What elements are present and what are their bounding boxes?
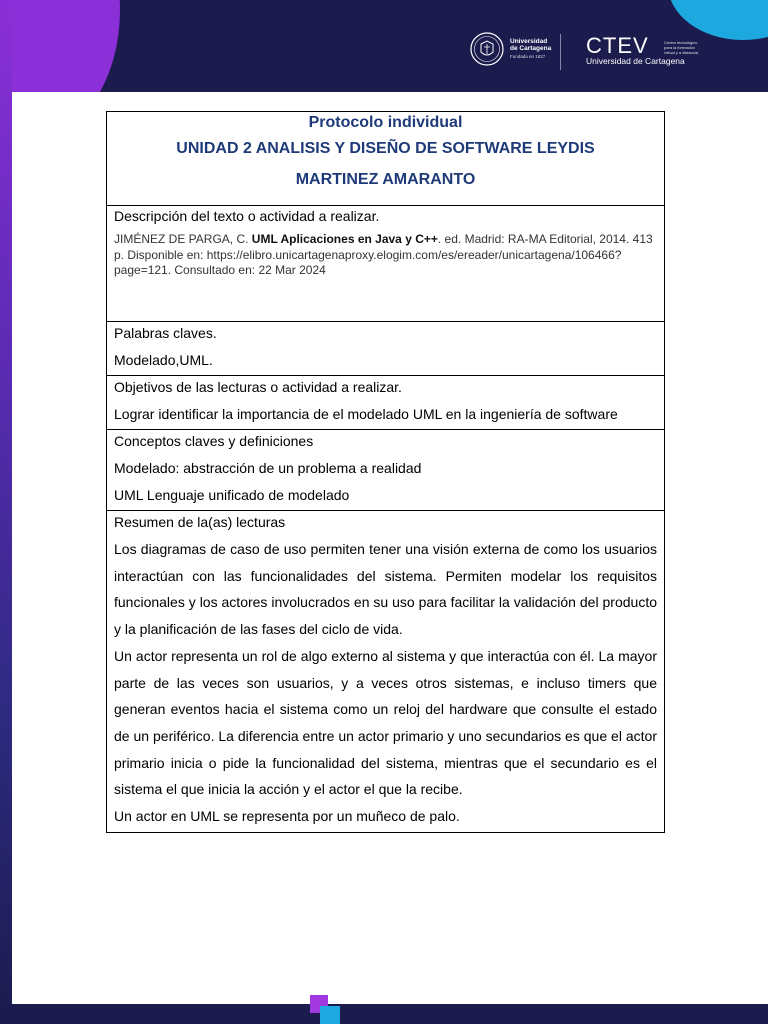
concepts-label: Conceptos claves y definiciones <box>114 433 314 449</box>
protocol-title: Protocolo individual <box>308 114 463 131</box>
unit-title-line2: MARTINEZ AMARANTO <box>295 171 476 188</box>
objectives-value: Lograr identificar la importancia de el modelado UML en la ingeniería de software <box>114 406 618 422</box>
ctev-wordmark: CTEV <box>586 33 649 58</box>
footer-band <box>0 1004 768 1024</box>
udc-line1: Universidad <box>510 37 548 45</box>
concept-item: Modelado: abstracción de un problema a realidad <box>114 460 422 476</box>
udc-line2: de Cartagena <box>510 45 552 53</box>
ref-details: . ed. Madrid: RA-MA Editorial, 2014. 413 p. Disponible en: https://elibro.unicartagenaproxy.elogim.com/es/ereader/unicartagena/106466?page=121. Consultado en: 22 Mar 2024 <box>114 232 653 277</box>
universidad-de-cartagena-logo <box>470 32 551 66</box>
keywords-label: Palabras claves. <box>114 325 217 341</box>
university-seal-icon <box>470 32 504 66</box>
ctev-logo <box>586 33 699 66</box>
keywords-value: Modelado,UML. <box>114 352 213 368</box>
ctev-tagline: Centro tecnológico para la formación virtual y a distancia <box>664 40 699 55</box>
logo-divider <box>560 34 561 70</box>
summary-paragraph: Los diagramas de caso de uso permiten tener una visión externa de como los usuarios interactúan con las funcionalidades del sistema. Permiten modelar los requisitos funcionales y los actores involucrados en su uso para facilitar la validación del producto y la planificación de las fases del ciclo de vida. <box>114 541 657 638</box>
protocol-table <box>106 111 665 833</box>
ref-author: JIMÉNEZ DE PARGA, C. <box>114 232 252 246</box>
ctev-subtitle: Universidad de Cartagena <box>586 56 685 66</box>
bibliographic-reference <box>114 232 657 279</box>
summary-cell <box>107 511 665 833</box>
concept-item: UML Lenguaje unificado de modelado <box>114 487 350 503</box>
summary-paragraph: Un actor representa un rol de algo externo al sistema y que interactúa con él. La mayor parte de las veces son usuarios, y a veces otros sistemas, e incluso timers que generan eventos hacia el sistema como un reloj del hardware que consulte el estado de un periférico. La diferencia entre un actor primario y uno secundarios es que el actor primario inicia o pide la funcionalidad del sistema, mientras que el secundario es el sistema el que inicia la acción y el actor el que la recibe. <box>114 647 657 798</box>
description-cell <box>107 206 665 322</box>
objectives-label: Objetivos de las lecturas o actividad a realizar. <box>114 379 402 395</box>
left-gradient-strip <box>0 0 12 1024</box>
summary-label: Resumen de la(as) lecturas <box>114 514 286 530</box>
cyan-square-decoration <box>320 1006 340 1024</box>
ref-title: UML Aplicaciones en Java y C++ <box>251 232 438 246</box>
summary-paragraph: Un actor en UML se representa por un muñeco de palo. <box>114 808 460 825</box>
title-cell <box>107 112 665 206</box>
unit-title-line1: UNIDAD 2 ANALISIS Y DISEÑO DE SOFTWARE LEYDIS <box>176 140 595 157</box>
description-label: Descripción del texto o actividad a realizar. <box>114 208 380 224</box>
objectives-cell <box>107 376 665 430</box>
keywords-cell <box>107 322 665 376</box>
concepts-cell <box>107 430 665 511</box>
udc-sub: Fundada en 1827 <box>510 53 546 59</box>
